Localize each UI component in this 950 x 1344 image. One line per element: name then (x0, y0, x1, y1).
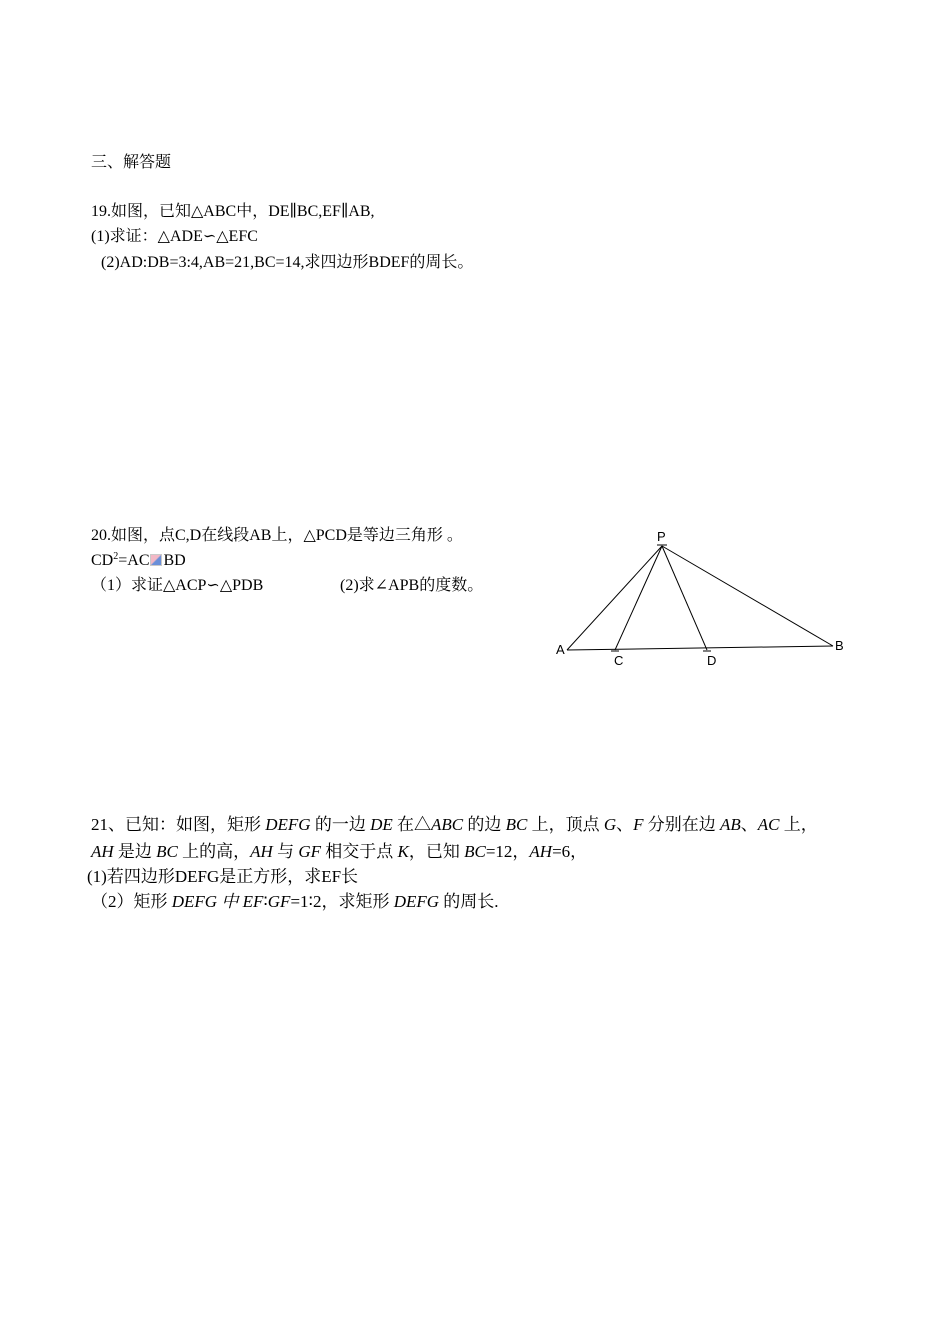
q21-part1: (1)若四边形DEFG是正方形，求EF长 (87, 867, 359, 886)
q21-var-defg: DEFG (393, 892, 440, 911)
q21-var-ac: AC (757, 815, 780, 834)
q21-text: 21、已知：如图，矩形 (91, 815, 266, 834)
q21-line2 (91, 842, 587, 862)
multiply-dot-icon (150, 554, 162, 566)
q20-cond-sup: 2 (113, 551, 119, 562)
q21-text: 的周长. (439, 892, 499, 911)
q21-var-g: G (603, 815, 617, 834)
segment-pc (615, 546, 662, 650)
segment-ab (567, 646, 833, 650)
segment-pd (662, 546, 707, 650)
q20-figure (548, 524, 868, 674)
q19-stem: 19.如图，已知△ABC中，DE∥BC,EF∥AB, (91, 203, 375, 220)
q19-part2: (2)AD:DB=3:4,AB=21,BC=14,求四边形BDEF的周长。 (101, 254, 474, 271)
label-p: P (657, 529, 666, 544)
q21-text: 上的高， (177, 842, 251, 861)
q20-cond-cd: CD (91, 552, 114, 569)
q21-text: 是边 (113, 842, 157, 861)
q20-condition (91, 551, 186, 571)
q21-text: =1∶2，求矩形 (290, 892, 394, 911)
q21-text: 在△ (392, 815, 431, 834)
q21-var-bc: BC (464, 842, 486, 861)
section-title: 三、解答题 (91, 152, 172, 171)
q21-text: 相交于点 (321, 842, 398, 861)
q21-text: 与 (272, 842, 299, 861)
q20-cond-ac: =AC (118, 552, 150, 569)
q21-text: 上，顶点 (527, 815, 604, 834)
q21-part2 (91, 892, 499, 912)
q21-var-bc: BC (156, 842, 178, 861)
q21-var-ab: AB (720, 815, 741, 834)
q20-part1: （1）求证△ACP∽△PDB (91, 577, 264, 594)
q21-var-defg: DEFG (265, 815, 311, 834)
q21-line1 (91, 815, 818, 835)
q21-text: 上， (779, 815, 818, 834)
q21-var-bc: BC (505, 815, 528, 834)
q21-text: （2）矩形 (91, 892, 172, 911)
q21-var-defg-ef: DEFG 中 EF (171, 892, 264, 911)
label-a: A (556, 642, 565, 657)
q21-var-gf: GF (298, 842, 321, 861)
label-b: B (835, 638, 844, 653)
q21-var-abc: ABC (431, 815, 464, 834)
q21-text: =12， (485, 842, 530, 861)
q21-var-de: DE (370, 815, 393, 834)
segment-pb (662, 546, 833, 646)
q20-cond-bd: BD (163, 552, 186, 569)
segment-pa (567, 546, 662, 650)
q21-var-ah: AH (250, 842, 273, 861)
label-c: C (614, 653, 624, 668)
q20-stem: 20.如图，点C,D在线段AB上，△PCD是等边三角形 。 (91, 527, 463, 544)
q21-text: ∶ (263, 892, 268, 911)
q21-var-gf: GF (267, 892, 291, 911)
q21-var-f: F (633, 815, 644, 834)
q21-text: =6， (552, 842, 588, 861)
q21-var-ah: AH (529, 842, 553, 861)
label-d: D (707, 653, 717, 668)
q21-text: 的边 (463, 815, 506, 834)
q21-var-k: K (397, 842, 409, 861)
q21-text: ，已知 (408, 842, 465, 861)
q21-text: 、 (740, 815, 758, 834)
q20-part2: (2)求∠APB的度数。 (340, 577, 484, 594)
q19-part1: (1)求证：△ADE∽△EFC (91, 228, 258, 245)
q21-text: 的一边 (310, 815, 371, 834)
q21-text: 分别在边 (643, 815, 721, 834)
q21-var-ah: AH (91, 842, 114, 861)
q21-text: 、 (616, 815, 634, 834)
